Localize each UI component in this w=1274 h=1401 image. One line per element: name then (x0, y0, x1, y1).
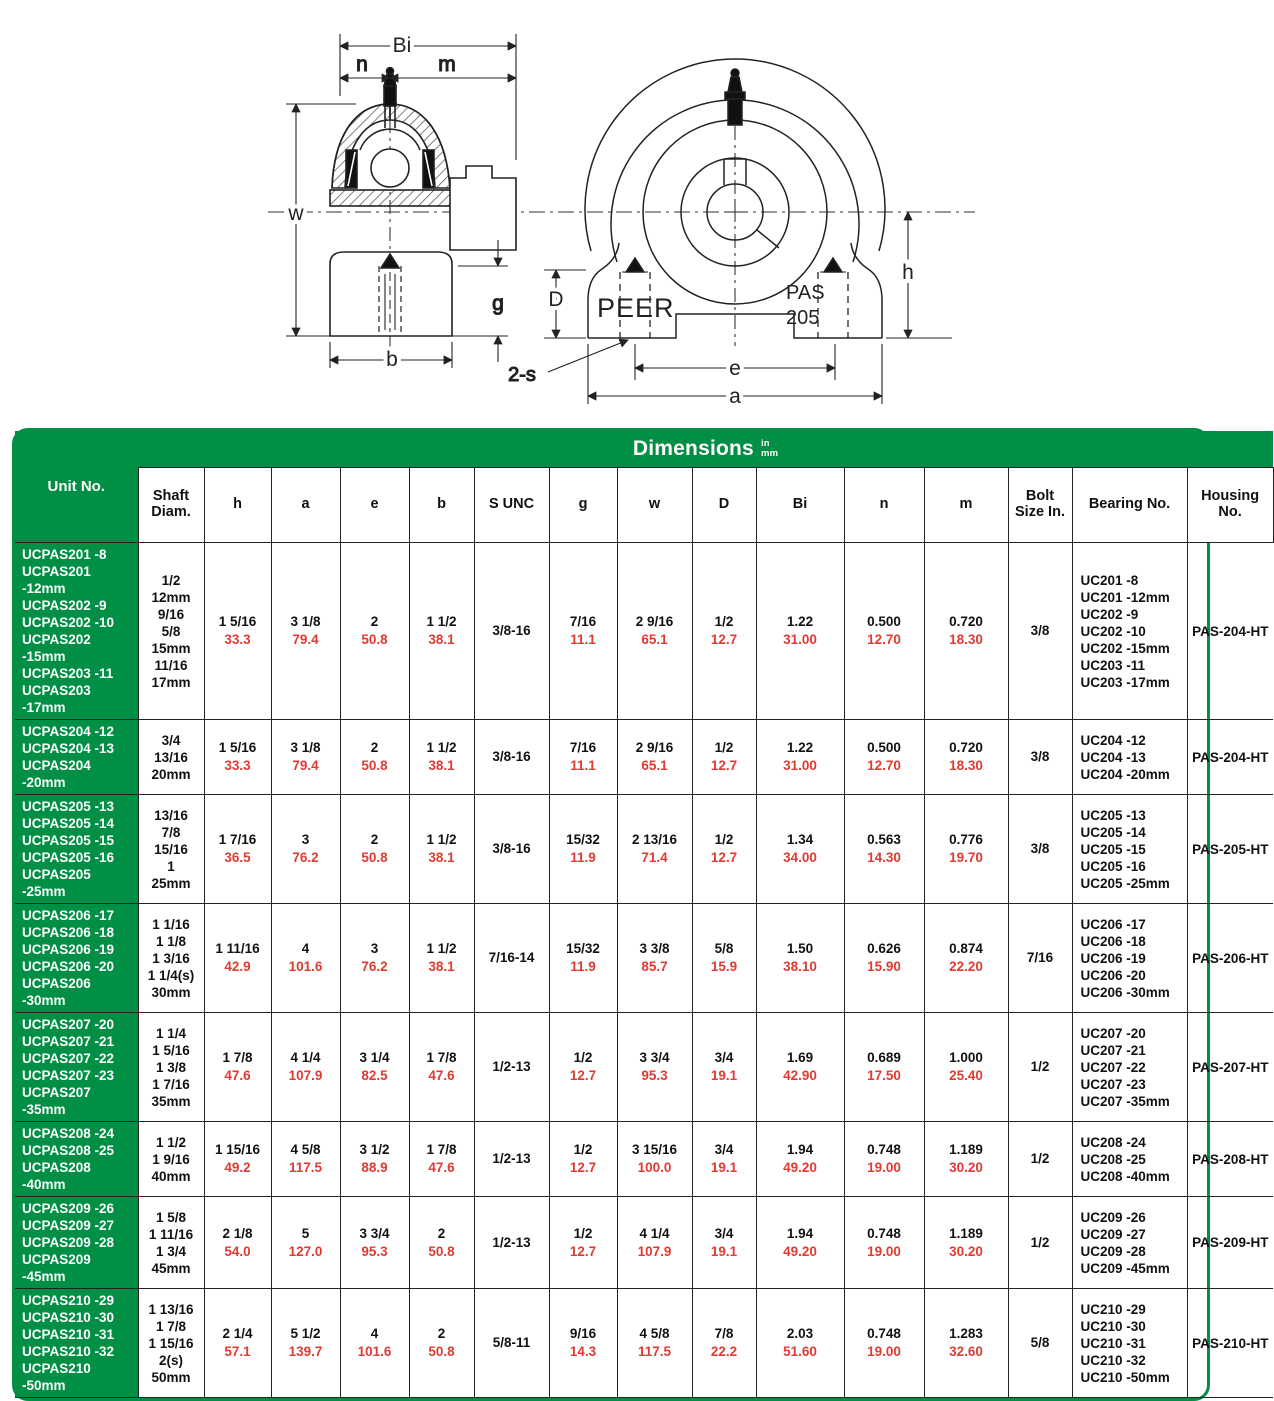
table-row (15, 543, 1273, 720)
w-cell: 2 9/16 65.1 (617, 543, 692, 720)
D-cell: 1/2 12.7 (692, 543, 756, 720)
a-cell: 4 5/8 117.5 (271, 1122, 340, 1197)
Bi-cell: 1.94 49.20 (756, 1197, 844, 1289)
h-cell: 1 11/16 42.9 (204, 904, 271, 1013)
bearing-no-cell: UC201 -8 UC201 -12mm UC202 -9 UC202 -10 UC202 -15mm UC203 -11 UC203 -17mm (1072, 543, 1187, 720)
shaft-collar (450, 166, 516, 250)
column-header-n: n (844, 468, 924, 543)
Bi-cell: 1.22 31.00 (756, 720, 844, 795)
table-row (15, 1197, 1273, 1289)
technical-drawing (0, 0, 1243, 424)
table-body (15, 543, 1273, 1398)
b-cell: 1 1/2 38.1 (409, 543, 474, 720)
table-row (15, 795, 1273, 904)
dim-label-b: b (386, 348, 398, 371)
D-cell: 3/4 19.1 (692, 1013, 756, 1122)
m-cell: 0.874 22.20 (924, 904, 1008, 1013)
shaft-diam-cell: 1 1/2 1 9/16 40mm (138, 1122, 204, 1197)
w-cell: 3 3/4 95.3 (617, 1013, 692, 1122)
g-cell: 9/16 14.3 (549, 1289, 617, 1398)
h-cell: 1 7/8 47.6 (204, 1013, 271, 1122)
Bi-cell: 1.50 38.10 (756, 904, 844, 1013)
dim-label-n: n (356, 53, 368, 76)
dim-label-Bi: Bi (392, 34, 412, 57)
column-header-bolt-size: Bolt Size In. (1008, 468, 1072, 543)
shaft-diam-cell: 1/2 12mm 9/16 5/8 15mm 11/16 17mm (138, 543, 204, 720)
m-cell: 0.776 19.70 (924, 795, 1008, 904)
e-cell: 3 1/2 88.9 (340, 1122, 409, 1197)
label-2s: 2-s (508, 364, 536, 386)
h-cell: 1 5/16 33.3 (204, 720, 271, 795)
a-cell: 5 1/2 139.7 (271, 1289, 340, 1398)
grease-fitting-nipple-left (384, 74, 396, 86)
unit-no-cell: UCPAS207 -20 UCPAS207 -21 UCPAS207 -22 UCPAS207 -23 UCPAS207 -35mm (15, 1013, 138, 1122)
D-cell: 3/4 19.1 (692, 1122, 756, 1197)
g-cell: 7/16 11.1 (549, 720, 617, 795)
bearing-no-cell: UC210 -29 UC210 -30 UC210 -31 UC210 -32 UC210 -50mm (1072, 1289, 1187, 1398)
m-cell: 1.000 25.40 (924, 1013, 1008, 1122)
D-cell: 3/4 19.1 (692, 1197, 756, 1289)
bolt-size-cell: 3/8 (1008, 720, 1072, 795)
h-cell: 2 1/8 54.0 (204, 1197, 271, 1289)
base-right-curve (851, 243, 882, 338)
Bi-cell: 1.22 31.00 (756, 543, 844, 720)
s-unc-cell: 1/2-13 (474, 1013, 549, 1122)
bolt-size-cell: 1/2 (1008, 1197, 1072, 1289)
b-cell: 2 50.8 (409, 1197, 474, 1289)
grease-fitting-flange (725, 92, 745, 99)
units-fraction (761, 439, 778, 459)
n-cell: 0.748 19.00 (844, 1289, 924, 1398)
dim-label-D: D (548, 288, 564, 311)
dim-label-g: g (492, 292, 504, 315)
g-cell: 1/2 12.7 (549, 1013, 617, 1122)
g-cell: 1/2 12.7 (549, 1122, 617, 1197)
housing-no-cell: PAS-205-HT (1187, 795, 1273, 904)
Bi-cell: 1.34 34.00 (756, 795, 844, 904)
a-cell: 5 127.0 (271, 1197, 340, 1289)
g-cell: 1/2 12.7 (549, 1197, 617, 1289)
shaft-diam-cell: 1 1/4 1 5/16 1 3/8 1 7/16 35mm (138, 1013, 204, 1122)
D-cell: 5/8 15.9 (692, 904, 756, 1013)
grease-fitting-thread-left (384, 86, 396, 106)
bearing-no-cell: UC205 -13 UC205 -14 UC205 -15 UC205 -16 UC205 -25mm (1072, 795, 1187, 904)
column-header-w: w (617, 468, 692, 543)
m-cell: 1.189 30.20 (924, 1197, 1008, 1289)
column-header-a: a (271, 468, 340, 543)
b-cell: 1 1/2 38.1 (409, 904, 474, 1013)
s-unc-cell: 3/8-16 (474, 720, 549, 795)
e-cell: 3 3/4 95.3 (340, 1197, 409, 1289)
g-cell: 7/16 11.1 (549, 543, 617, 720)
n-cell: 0.500 12.70 (844, 720, 924, 795)
n-cell: 0.626 15.90 (844, 904, 924, 1013)
column-header-housing-no: Housing No. (1187, 468, 1273, 543)
bolt-size-cell: 5/8 (1008, 1289, 1072, 1398)
Bi-cell: 1.69 42.90 (756, 1013, 844, 1122)
b-cell: 1 1/2 38.1 (409, 720, 474, 795)
grease-fitting-nipple (728, 77, 742, 92)
shaft-diam-cell: 1 1/16 1 1/8 1 3/16 1 1/4(s) 30mm (138, 904, 204, 1013)
w-cell: 2 9/16 65.1 (617, 720, 692, 795)
unit-no-cell: UCPAS209 -26 UCPAS209 -27 UCPAS209 -28 UCPAS209 -45mm (15, 1197, 138, 1289)
column-header-Bi: Bi (756, 468, 844, 543)
bearing-no-cell: UC206 -17 UC206 -18 UC206 -19 UC206 -20 UC206 -30mm (1072, 904, 1187, 1013)
bolt-size-cell: 1/2 (1008, 1013, 1072, 1122)
column-header-g: g (549, 468, 617, 543)
shaft-diam-cell: 13/16 7/8 15/16 1 25mm (138, 795, 204, 904)
bolt-size-cell: 3/8 (1008, 795, 1072, 904)
dimensions-table (12, 428, 1269, 1401)
e-cell: 2 50.8 (340, 795, 409, 904)
n-cell: 0.563 14.30 (844, 795, 924, 904)
D-cell: 1/2 12.7 (692, 795, 756, 904)
table-row (15, 1289, 1273, 1398)
s-unc-cell: 1/2-13 (474, 1197, 549, 1289)
D-cell: 1/2 12.7 (692, 720, 756, 795)
bearing-no-cell: UC204 -12 UC204 -13 UC204 -20mm (1072, 720, 1187, 795)
dim-label-e: e (729, 357, 741, 380)
Bi-cell: 1.94 49.20 (756, 1122, 844, 1197)
a-cell: 3 76.2 (271, 795, 340, 904)
unit-mm: mm (760, 448, 779, 460)
column-header-D: D (692, 468, 756, 543)
housing-no-cell: PAS-204-HT (1187, 720, 1273, 795)
column-header-s-unc: S UNC (474, 468, 549, 543)
n-cell: 0.748 19.00 (844, 1197, 924, 1289)
pas-number-text: 205 (786, 307, 820, 329)
b-cell: 2 50.8 (409, 1289, 474, 1398)
m-cell: 0.720 18.30 (924, 543, 1008, 720)
shaft-diam-cell: 1 13/16 1 7/8 1 15/16 2(s) 50mm (138, 1289, 204, 1398)
e-cell: 3 1/4 82.5 (340, 1013, 409, 1122)
brand-text-peer: PEER (597, 293, 675, 323)
e-cell: 3 76.2 (340, 904, 409, 1013)
b-cell: 1 7/8 47.6 (409, 1013, 474, 1122)
s-unc-cell: 7/16-14 (474, 904, 549, 1013)
housing-no-cell: PAS-207-HT (1187, 1013, 1273, 1122)
housing-no-cell: PAS-206-HT (1187, 904, 1273, 1013)
s-unc-cell: 3/8-16 (474, 795, 549, 904)
dimensions-table-grid (15, 431, 1274, 1398)
a-cell: 3 1/8 79.4 (271, 720, 340, 795)
column-header-h: h (204, 468, 271, 543)
dim-label-w: w (288, 202, 304, 225)
unit-inches: in (760, 438, 770, 450)
housing-no-cell: PAS-210-HT (1187, 1289, 1273, 1398)
Bi-cell: 2.03 51.60 (756, 1289, 844, 1398)
D-cell: 7/8 22.2 (692, 1289, 756, 1398)
table-row (15, 1013, 1273, 1122)
s-unc-cell: 5/8-11 (474, 1289, 549, 1398)
a-cell: 4 1/4 107.9 (271, 1013, 340, 1122)
w-cell: 3 15/16 100.0 (617, 1122, 692, 1197)
shaft-diam-cell: 1 5/8 1 11/16 1 3/4 45mm (138, 1197, 204, 1289)
w-cell: 2 13/16 71.4 (617, 795, 692, 904)
e-cell: 2 50.8 (340, 720, 409, 795)
bolt-size-cell: 1/2 (1008, 1122, 1072, 1197)
h-cell: 2 1/4 57.1 (204, 1289, 271, 1398)
w-cell: 3 3/8 85.7 (617, 904, 692, 1013)
table-row (15, 720, 1273, 795)
m-cell: 1.283 32.60 (924, 1289, 1008, 1398)
e-cell: 2 50.8 (340, 543, 409, 720)
table-row (15, 1122, 1273, 1197)
column-header-shaft-diam: Shaft Diam. (138, 468, 204, 543)
dim-label-m: m (438, 53, 456, 76)
column-header-e: e (340, 468, 409, 543)
base-left-curve (588, 243, 619, 338)
n-cell: 0.500 12.70 (844, 543, 924, 720)
b-cell: 1 7/8 47.6 (409, 1122, 474, 1197)
left-slot-arrow (626, 258, 644, 272)
unit-no-cell: UCPAS210 -29 UCPAS210 -30 UCPAS210 -31 UCPAS210 -32 UCPAS210 -50mm (15, 1289, 138, 1398)
b-cell: 1 1/2 38.1 (409, 795, 474, 904)
h-cell: 1 7/16 36.5 (204, 795, 271, 904)
housing-no-cell: PAS-204-HT (1187, 543, 1273, 720)
bearing-ball (371, 149, 409, 187)
housing-no-cell: PAS-208-HT (1187, 1122, 1273, 1197)
base-plate-hatched (330, 190, 462, 206)
pas-text: PAS (786, 282, 825, 304)
unit-no-cell: UCPAS206 -17 UCPAS206 -18 UCPAS206 -19 UCPAS206 -20 UCPAS206 -30mm (15, 904, 138, 1013)
w-cell: 4 1/4 107.9 (617, 1197, 692, 1289)
table-row (15, 904, 1273, 1013)
table-title (138, 431, 1273, 468)
n-cell: 0.748 19.00 (844, 1122, 924, 1197)
a-cell: 4 101.6 (271, 904, 340, 1013)
table-title-text: Dimensions (632, 437, 754, 460)
e-cell: 4 101.6 (340, 1289, 409, 1398)
unit-no-cell: UCPAS201 -8 UCPAS201 -12mm UCPAS202 -9 UCPAS202 -10 UCPAS202 -15mm UCPAS203 -11 UCPAS203 -17mm (15, 543, 138, 720)
m-cell: 0.720 18.30 (924, 720, 1008, 795)
side-section-view (330, 68, 516, 349)
s-unc-cell: 1/2-13 (474, 1122, 549, 1197)
right-slot-arrow (824, 258, 842, 272)
h-cell: 1 5/16 33.3 (204, 543, 271, 720)
bearing-no-cell: UC207 -20 UC207 -21 UC207 -22 UC207 -23 UC207 -35mm (1072, 1013, 1187, 1122)
m-cell: 1.189 30.20 (924, 1122, 1008, 1197)
grease-fitting-thread (728, 99, 742, 125)
h-cell: 1 15/16 49.2 (204, 1122, 271, 1197)
a-cell: 3 1/8 79.4 (271, 543, 340, 720)
bearing-no-cell: UC209 -26 UC209 -27 UC209 -28 UC209 -45mm (1072, 1197, 1187, 1289)
grease-fitting-tip (731, 69, 739, 77)
column-header-bearing-no: Bearing No. (1072, 468, 1187, 543)
unit-no-cell: UCPAS204 -12 UCPAS204 -13 UCPAS204 -20mm (15, 720, 138, 795)
housing-no-cell: PAS-209-HT (1187, 1197, 1273, 1289)
w-cell: 4 5/8 117.5 (617, 1289, 692, 1398)
bolt-size-cell: 3/8 (1008, 543, 1072, 720)
unit-no-cell: UCPAS208 -24 UCPAS208 -25 UCPAS208 -40mm (15, 1122, 138, 1197)
g-cell: 15/32 11.9 (549, 795, 617, 904)
column-header-m: m (924, 468, 1008, 543)
dim-label-a: a (729, 385, 741, 408)
bolt-size-cell: 7/16 (1008, 904, 1072, 1013)
bearing-no-cell: UC208 -24 UC208 -25 UC208 -40mm (1072, 1122, 1187, 1197)
shaft-diam-cell: 3/4 13/16 20mm (138, 720, 204, 795)
n-cell: 0.689 17.50 (844, 1013, 924, 1122)
dim-label-h: h (902, 261, 914, 284)
column-header-unit-no: Unit No. (15, 431, 138, 543)
g-cell: 15/32 11.9 (549, 904, 617, 1013)
s-unc-cell: 3/8-16 (474, 543, 549, 720)
unit-no-cell: UCPAS205 -13 UCPAS205 -14 UCPAS205 -15 UCPAS205 -16 UCPAS205 -25mm (15, 795, 138, 904)
column-header-b: b (409, 468, 474, 543)
